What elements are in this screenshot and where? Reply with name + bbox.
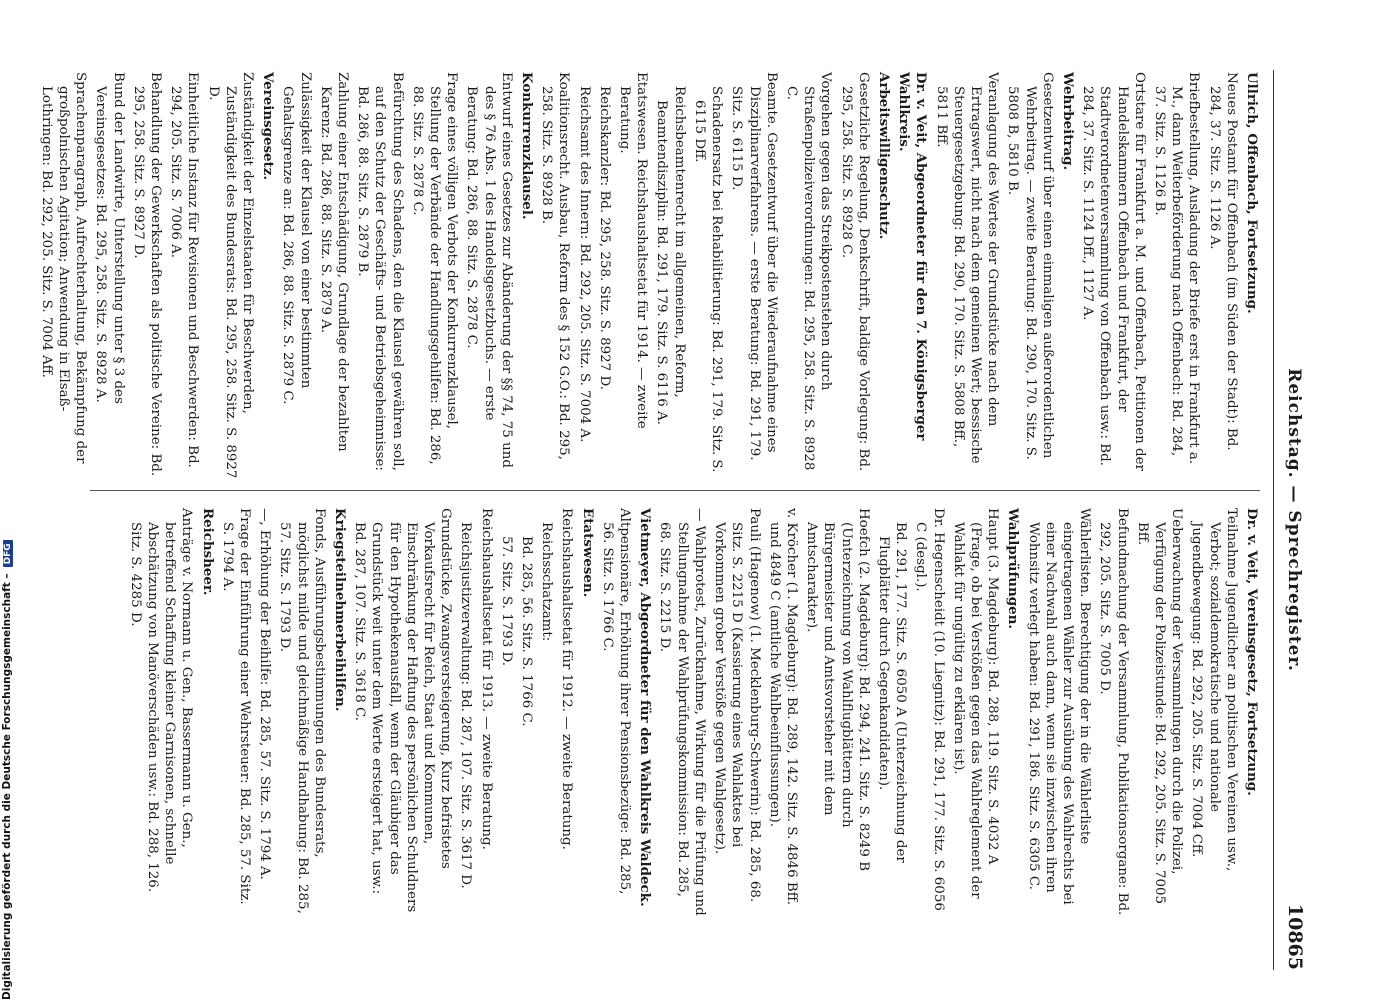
index-entry: Fonds, Ausführungsbestimmungen des Bundesrats, möglichst milde und gleichmäßige Handhabung: Bd. 285, 57. Sitz. S. 1793 D. bbox=[277, 508, 327, 914]
index-entry: Neues Postamt für Offenbach (im Süden der Stadt): Bd. 284, 37. Sitz. S. 1126 A. bbox=[1206, 72, 1239, 451]
index-entry: —, Erhöhung der Beihilfe: Bd. 285, 57. Sitz. S. 1794 A. bbox=[257, 508, 273, 880]
index-entry: Befürchtung des Schadens, den die Klausel gewähren soll, auf den Schutz der Geschäfts- und Betriebsgeheimnisse: Bd. 286, 88. Sitz. S. 2879 B. bbox=[355, 72, 405, 471]
index-heading: Reichsheer. bbox=[199, 508, 216, 596]
index-heading: Dr. v. Veit, Abgeordneter für den 7. Königsberger Wahlkreis. bbox=[896, 72, 930, 441]
index-heading: Wahlprüfungen. bbox=[1005, 508, 1022, 630]
index-heading: Dr. v. Veit, Vereinsgesetz, Fortsetzung. bbox=[1244, 508, 1260, 796]
index-entry: Koalitionsrecht. Ausbau, Reform des § 152 G.O.: Bd. 295, 258. Sitz. S. 8928 B. bbox=[539, 72, 572, 460]
dfg-logo: DFG bbox=[3, 540, 13, 567]
index-entry: Reichshaushaltsetat für 1912. — zweite Beratung. bbox=[559, 508, 575, 850]
index-entry: Reichsbeamtenrecht im allgemeinen, Reform, Beamtendisziplin: Bd. 291, 179. Sitz. S. 6116 A. bbox=[654, 86, 687, 425]
index-entry: Behandlung der Gewerkschaften als politische Vereine: Bd. 295, 258. Sitz. S. 8927 D. bbox=[130, 72, 164, 477]
index-entry: Reichshaushaltsetat für 1913. — zweite Beratung. bbox=[478, 508, 494, 850]
index-entry: Ueberwachung der Versammlungen durch die Polizei, Verfügung der Polizeistunde: Bd. 292, 205. Sitz. S. 7005 Bff. bbox=[1134, 508, 1185, 905]
index-entry: Teilnahme Jugendlicher an politischen Vereinen usw., Verbot; sozialdemokratische und nationale Jugendbewegung: Bd. 292, 205. Sitz. S. 7004 Cff. bbox=[1189, 508, 1239, 872]
index-entry: Veranlagung des Wertes der Grundstücke nach dem Ertragswert, nicht nach dem gemeinen Wert; bessische Steuergesetzgebung: Bd. 290, 170. Sitz. S. 5808 Bff., 5811 Bff. bbox=[933, 72, 1001, 464]
index-heading: Konkurrenzklausel. bbox=[519, 72, 536, 220]
index-entry: Grundstücke, Zwangsversteigerung, Kurz befristetes Vorkaufsrecht für Reich, Staat und Kommunen, Einschränkung der Haftung des persönlichen Schuldners für den Hypothekenausfall, wenn der Gläubiger das Grundstück weit unter dem Werte ersteigert hat, usw.: Bd. 287, 107. Sitz. S. 3618 C. bbox=[352, 508, 454, 913]
index-entry: Ortstare für Frankfurt a. M. und Offenbach, Petitionen der Handelskammern Offenbach und Frankfurt, der Stadtverordnetenversammlung von Offenbach usw.: Bd. 284, 37. Sitz. S. 1124 Dff., 1127 A. bbox=[1080, 72, 1147, 471]
digitization-footer bbox=[1, 0, 15, 1000]
index-entry: Sprachenparagraph, Aufrechterhaltung, Bekämpfung der großpolnischen Agitation; Anwendung in Elsaß-Lothringen: Bd. 292, 205. Sitz. S. 7004 Aff. bbox=[38, 72, 89, 464]
index-heading: Ullrich, Offenbach, Fortsetzung. bbox=[1244, 72, 1260, 314]
index-entry: v. Kröcher (1. Magdeburg): Bd. 289, 142. Sitz. S. 4846 Bff. und 4849 C (amtliche Wahlbeeinflussungen). bbox=[766, 508, 799, 905]
right-column bbox=[124, 508, 1260, 916]
index-entry: Briefbestellung, Ausladung der Briefe erst in Frankfurt a. M., dann Weiterbeförderung nach Offenbach: Bd. 284, 37. Sitz. S. 1126 B. bbox=[1151, 72, 1202, 465]
index-entry: Frage der Einführung einer Wehrsteuer: Bd. 285, 57. Sitz. S. 1794 A. bbox=[219, 508, 253, 905]
index-entry: Frage eines völligen Verbots der Konkurrenzklausel, Stellung der Verbände der Handlungsgehilfen: Bd. 286, 88. Sitz. S. 2878 C. bbox=[409, 72, 460, 465]
index-entry: Befundmachung der Versammlung, Publikationsorgane: Bd. 292, 205. Sitz. S. 7005 D. bbox=[1097, 508, 1130, 916]
index-entry: Wählerlisten. Berechtigung der in die Wählerliste eingetragenen Wähler zur Ausübung des Wahlrechts bei einer Nachwahl auch dann, wenn sie inzwischen ihren Wohnsitz verlegt haben: Bd. 291, 186. Sitz. S. 6305 C. bbox=[1025, 508, 1093, 905]
index-entry: Reichsschatzamt: bbox=[539, 522, 555, 642]
index-entry: Zulässigkeit der Klausel von einer bestimmten Gehaltsgrenze an: Bd. 286, 88. Sitz. S. 2879 C. bbox=[280, 72, 313, 405]
index-entry: Bd. 291, 177. Sitz. S. 6050 A (Unterzeichnung der Flugblätter durch Gegenkandidaten). bbox=[875, 522, 909, 863]
index-entry: Reichsjustizverwaltung: Bd. 287, 107. Sitz. S. 3617 D. bbox=[458, 522, 474, 889]
index-heading: Kriegsteilnehmerbeihilfen. bbox=[332, 508, 349, 712]
index-entry: Bd. 285, 56. Sitz. S. 1766 C. bbox=[519, 536, 535, 727]
index-heading: Wehrbeitrag. bbox=[1059, 72, 1076, 171]
column-divider bbox=[90, 490, 1260, 491]
index-entry: Einheitliche Instanz für Revisionen und Beschwerden: Bd. 294, 205. Sitz. S. 7006 A. bbox=[168, 72, 201, 468]
index-entry: Altpensionäre, Erhöhung ihrer Pensionsbezüge: Bd. 285, 56. Sitz. S. 1766 C. bbox=[599, 508, 633, 895]
page-header bbox=[1273, 70, 1310, 970]
rotated-document-page bbox=[18, 0, 1318, 1000]
footer-text: Digitalisierung gefördert durch die Deutsche Forschungsgemeinschaft – bbox=[1, 573, 13, 1000]
index-entry: Zahlung einer Entschädigung, Grundlage der bezahlten Karenz: Bd. 286, 88. Sitz. S. 2879 A. bbox=[317, 72, 351, 452]
left-column bbox=[35, 72, 1260, 480]
index-entry: Bund der Landwirte, Unterstellung unter § 3 des Vereinsgesetzes: Bd. 295, 258. Sitz. S. 8928 A. bbox=[93, 72, 126, 404]
index-heading: Arbeitswilligenschutz. bbox=[875, 72, 892, 240]
index-entry: 57. Sitz. S. 1793 D. bbox=[498, 536, 514, 667]
index-entry: Etatswesen. Reichshaushaltsetat für 1914. — zweite Beratung. bbox=[617, 72, 650, 429]
index-entry: Anträge v. Normann u. Gen., Bassermann u. Gen., betreffend Schaffung kleiner Garnisonen, schnelle Abschätzung von Manöverschäden usw.: Bd. 288, 126. Sitz. S. 4285 D. bbox=[127, 508, 195, 893]
index-entry: Reichsamt des Innern: Bd. 292, 205. Sitz. S. 7004 A. bbox=[576, 86, 592, 443]
index-heading: Etatswesen. bbox=[579, 508, 596, 598]
index-entry: Reichskanzler: Bd. 295, 258. Sitz. S. 8927 D. bbox=[596, 86, 612, 390]
index-heading: Vereinsgesetz. bbox=[260, 72, 277, 181]
index-entry: Gesetzliche Regelung, Denkschrift, baldige Vorlegung: Bd. 295, 258. Sitz. S. 8928 C. bbox=[838, 72, 871, 472]
index-entry: Beamte. Gesetzentwurf über die Wiederaufnahme eines Disziplinarverfahrens. — erste Beratung: Bd. 291, 179. Sitz. S. 6115 D. bbox=[729, 72, 779, 461]
index-entry: Dr. Hegenscheidt (10. Liegnitz): Bd. 291, 177. Sitz. S. 6056 C (desgl.). bbox=[913, 508, 946, 911]
index-entry: Pauli (Hagenow) (1. Mecklenburg-Schwerin): Bd. 285, 68. Sitz. S. 2215 D (Kassierung eines Wahlaktes bei Vorkommen grober Verstöße gegen Wahlgesetz). bbox=[712, 508, 762, 903]
index-entry: Schadenersatz bei Rehabilitierung: Bd. 291, 179. Sitz. S. 6115 Dff. bbox=[691, 86, 725, 473]
page-number: 10865 bbox=[1284, 903, 1306, 970]
index-entry: Vorgehen gegen das Streikpostenstehen durch Straßenpolizeiverordnungen: Bd. 295, 258. Sitz. S. 8928 C. bbox=[783, 72, 834, 471]
index-entry: Entwurf eines Gesetzes zur Abänderung der §§ 74, 75 und des § 76 Abs. 1 des Handelsgesetzbuchs. — erste Beratung: Bd. 286, 88. Sitz. S. 2878 C. bbox=[464, 72, 514, 468]
running-title: Reichstag. — Sprechregister. bbox=[1284, 368, 1304, 672]
index-entry: Gesetzentwurf über einen einmaligen außerordentlichen Wehrbeitrag. — zweite Beratung: Bd. 290, 170. Sitz. S. 5808 B, 5810 B. bbox=[1005, 72, 1055, 460]
index-heading: Vietmeyer, Abgeordneter für den Wahlkreis Waldeck. bbox=[637, 508, 654, 907]
index-entry: Zuständigkeit der Einzelstaaten für Beschwerden, Zuständigkeit des Bundesrats: Bd. 295, 258. Sitz. S. 8927 D. bbox=[205, 72, 256, 479]
index-entry: Hoefch (2. Magdeburg): Bd. 294, 241. Sitz. S. 8249 B (Unterzeichnung von Wahlflugblättern durch Bürgermeister und Amtsvorsteher mit dem Amtscharakter). bbox=[804, 508, 871, 872]
index-entry: Haupt (3. Magdeburg): Bd. 288, 119. Sitz. S. 4032 A (Frage, ob bei Verstößen gegen das Wahlreglement der Wahlakt für ungültig zu erklären ist). bbox=[950, 508, 1001, 899]
index-entry: — Wahlprotest, Zurücknahme, Wirkung für die Prüfung und Stellungnahme der Wahlprüfungskommission: Bd. 285, 68. Sitz. S. 2215 D. bbox=[657, 508, 707, 916]
